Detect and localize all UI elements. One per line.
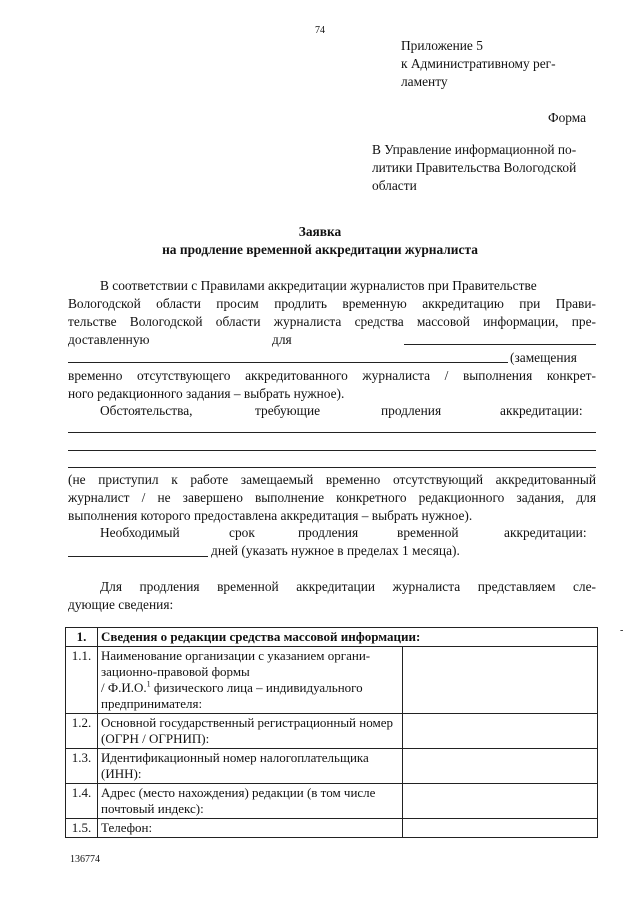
document-subtitle: на продление временной аккредитации журналиста <box>162 242 478 257</box>
term-word-1: Необходимый <box>100 525 180 540</box>
para1-line-6: временно отсутствующего аккредитованного журналиста / выполнения конкрет- <box>68 368 596 383</box>
footer-code: 136774 <box>70 854 100 865</box>
para1-line-3: тельстве Вологодской области журналиста средства массовой информации, пре- <box>68 314 596 329</box>
row-value-cell[interactable] <box>403 749 598 784</box>
circ-word-4: аккредитации: <box>500 403 583 418</box>
fill-line-circ-3[interactable] <box>68 467 596 468</box>
editorial-info-table <box>65 627 598 838</box>
footnote-marker: 1 <box>146 679 151 689</box>
term-word-5: аккредитации: <box>504 525 587 540</box>
para1-line-5-tail: (замещения <box>510 350 577 365</box>
addressee-line-2: литики Правительства Вологодской <box>372 160 577 175</box>
term-word-3: продления <box>298 525 359 540</box>
row-label: Наименование организации с указанием органи- зационно-правовой формы / Ф.И.О.$^1$ физического лица – индивидуального предпринимателя: <box>98 647 403 714</box>
addressee-block <box>372 141 604 195</box>
document-title: Заявка <box>298 224 342 239</box>
para1-line-7: ного редакционного задания – выбрать нужное). <box>68 386 345 401</box>
table-row <box>66 784 598 819</box>
table-header-num: 1. <box>66 628 98 647</box>
table-header-row <box>66 628 598 647</box>
row-value-cell[interactable] <box>403 819 598 838</box>
circ-word-1: Обстоятельства, <box>100 403 193 418</box>
term-word-2: срок <box>229 525 255 540</box>
fill-line-circ-2[interactable] <box>68 450 596 451</box>
para3-line-1: Для продления временной аккредитации журналиста представляем сле- <box>100 579 596 594</box>
row-number: 1.1. <box>66 647 98 714</box>
page-number: 74 <box>315 25 325 36</box>
row-number: 1.5. <box>66 819 98 838</box>
term-word-4: временной <box>397 525 459 540</box>
row-number: 1.4. <box>66 784 98 819</box>
row-value-cell[interactable] <box>403 784 598 819</box>
table-row <box>66 749 598 784</box>
para3-line-2: дующие сведения: <box>68 597 174 612</box>
row-number: 1.2. <box>66 714 98 749</box>
row-value-cell[interactable] <box>403 714 598 749</box>
circ-word-3: продления <box>381 403 442 418</box>
fill-line-days[interactable] <box>68 556 208 557</box>
appendix-line-2: к Административному рег- <box>401 56 556 71</box>
table-row <box>66 819 598 838</box>
form-label: Форма <box>548 110 587 125</box>
fill-line-for[interactable] <box>404 344 596 345</box>
term-line-2: дней (указать нужное в пределах 1 месяца). <box>211 543 460 558</box>
para1-line-4b: для <box>272 332 292 347</box>
para2-line-3: выполнения которого предоставлена аккредитация – выбрать нужное). <box>68 508 473 523</box>
row-number: 1.3. <box>66 749 98 784</box>
row-label: Идентификационный номер налогоплательщика (ИНН): <box>98 749 403 784</box>
table-row <box>66 714 598 749</box>
addressee-line-3: области <box>372 178 417 193</box>
row-value-cell[interactable] <box>403 647 598 714</box>
row-label: Основной государственный регистрационный номер (ОГРН / ОГРНИП): <box>98 714 403 749</box>
addressee-line-1: В Управление информационной по- <box>372 142 577 157</box>
appendix-header <box>401 37 601 91</box>
table-header-label: Сведения о редакции средства массовой информации: <box>98 628 598 647</box>
para1-line-2: Вологодской области просим продлить временную аккредитацию при Прави- <box>68 296 596 311</box>
row-label: Телефон: <box>98 819 403 838</box>
appendix-line-1: Приложение 5 <box>401 38 483 53</box>
margin-mark: - <box>620 625 624 636</box>
para1-line-1: В соответствии с Правилами аккредитации журналистов при Правительстве <box>100 278 537 293</box>
fill-line-circ-1[interactable] <box>68 432 596 433</box>
para2-line-2: журналист / не завершено выполнение конкретного редакционного задания, для <box>68 490 596 505</box>
row-label: Адрес (место нахождения) редакции (в том числе почтовый индекс): <box>98 784 403 819</box>
appendix-line-3: ламенту <box>401 74 448 89</box>
circ-word-2: требующие <box>255 403 321 418</box>
para1-line-4a: доставленную <box>68 332 150 347</box>
para2-line-1: (не приступил к работе замещаемый временно отсутствующий аккредитованный <box>68 472 596 487</box>
table-row <box>66 647 598 714</box>
fill-line-replacement[interactable] <box>68 362 508 363</box>
